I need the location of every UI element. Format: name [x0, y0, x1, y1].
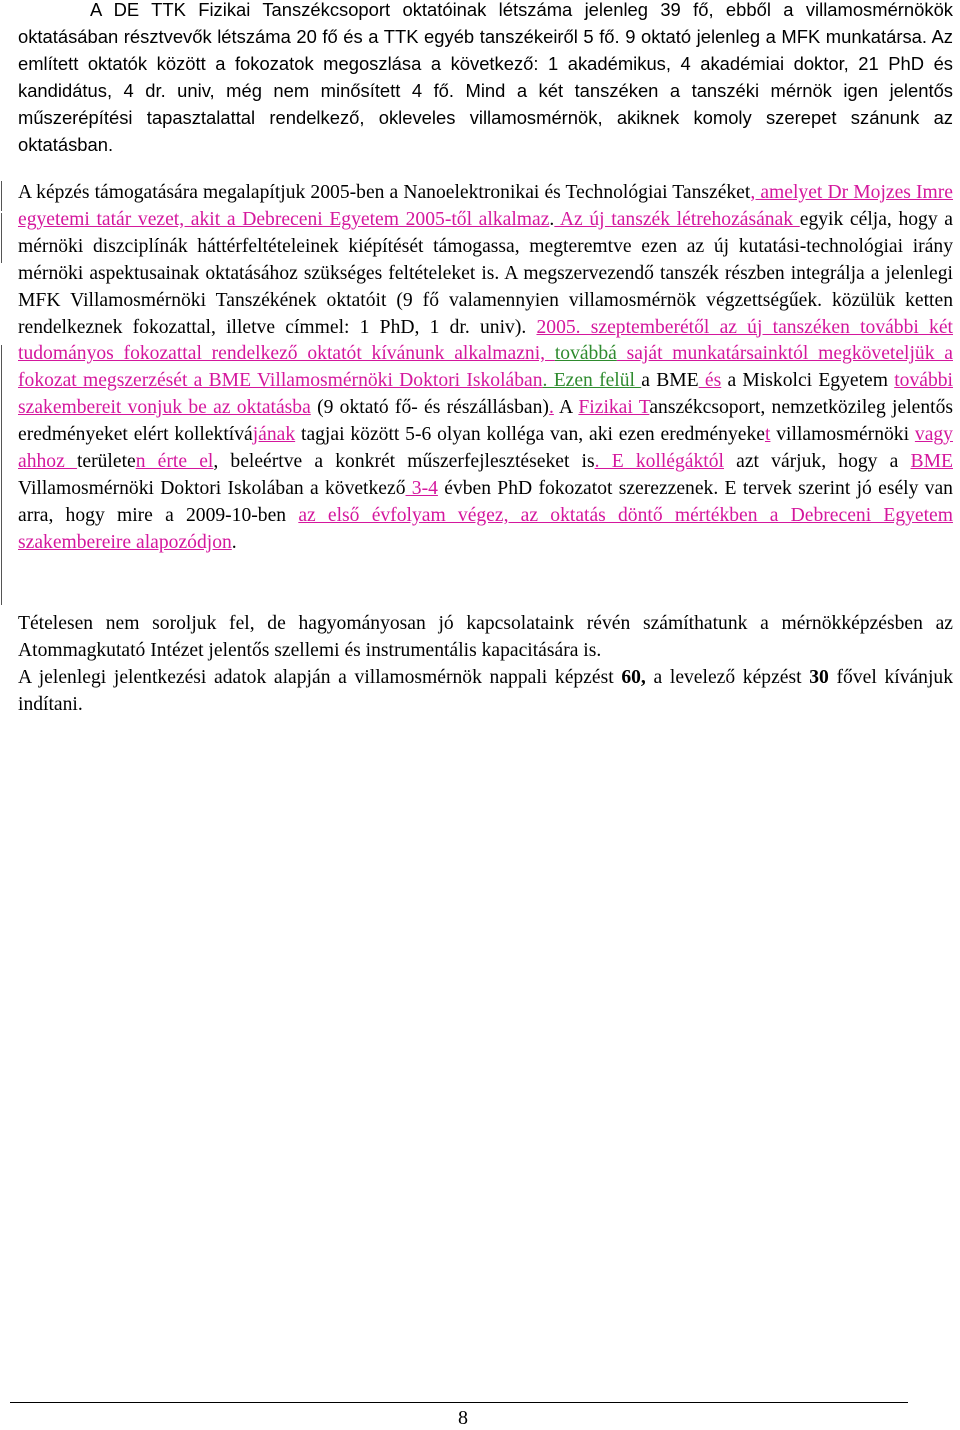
tracked-insertion: Az új tanszék létrehozásának — [554, 208, 800, 230]
change-bar — [1, 181, 2, 211]
tracked-insertion: Fizikai T — [578, 397, 650, 419]
paragraph-atomki: Tételesen nem soroljuk fel, de hagyományosan jó kapcsolataink révén számíthatunk a mérnökképzésben az Atommagkutató Intézet jelentős szellemi és instrumentális kapacitására is. — [18, 613, 953, 661]
tracked-insertion: . E kollégáktól — [594, 451, 724, 473]
tracked-insertion: . — [548, 397, 554, 419]
tracked-insertion: t — [764, 424, 771, 446]
paragraph-staff-numbers — [18, 0, 953, 158]
tracked-insertion-green: . Ezen felül — [542, 370, 642, 392]
tracked-insertion: saját munkatársainktól megköveteljük a fokozat megszerzését a BME Villamosmérnöki Doktori Iskolában — [18, 343, 953, 392]
tracked-insertion: BME — [910, 451, 953, 473]
parttime-count: 30 — [809, 667, 829, 688]
paragraph-enrollment: A jelenlegi jelentkezési adatok alapján a villamosmérnök nappali képzést 60, a levelező képzést 30 fővel kívánjuk indítani. — [18, 667, 954, 715]
tracked-insertion: további szakembereit vonjuk be az oktatásba — [18, 370, 953, 419]
tracked-insertion: az első évfolyam végez, az oktatás döntő mértékben a Debreceni Egyetem szakembereire alapozódjon — [18, 504, 953, 553]
paragraph-new-department: A képzés támogatására megalapítjuk 2005-ben a Nanoelektronikai és Technológiai Tanszéket, amelyet Dr Mojzes Imre egyetemi tatár vezet, akit a Debreceni Egyetem 2005-től alkalmaz. Az új tanszék létrehozásának egyik célja, hogy a mérnöki diszciplínák háttérfeltételeinek kiépítését támogassa, megteremtve ezen az új kutatási-technológiai irány mérnöki aspektusainak oktatásához szükséges feltételeket is. A megszervezendő tanszék részben integrálja a jelenlegi MFK Villamosmérnöki Tanszékének oktatóit (9 fő valamennyien villamosmérnök végzettségűek. közülük ketten rendelkeznek fokozattal, illetve címmel: 1 PhD, 1 dr. univ). 2005. szeptemberétől az új tanszéken további két tudományos fokozattal rendelkező oktatót kívánunk alkalmazni, továbbá saját munkatársainktól megköveteljük a fokozat megszerzését a BME Villamosmérnöki Doktori Iskolában. Ezen felül a BME és a Miskolci Egyetem további szakembereit vonjuk be az oktatásba (9 oktató fő- és részállásban). A Fizikai Tanszékcsoport, nemzetközileg jelentős eredményeket elért kollektívájának tagjai között 5-6 olyan kolléga van, aki ezen eredményeket villamosmérnöki vagy ahhoz területen érte el, beleértve a konkrét műszerfejlesztéseket is. E kollégáktól azt várjuk, hogy a BME Villamosmérnöki Doktori Iskolában a következő 3-4 évben PhD fokozatot szerezzenek. E tervek szerint jó esély van arra, hogy mire a 2009-10-ben az első évfolyam végez, az oktatás döntő mértékben a Debreceni Egyetem szakembereire alapozódjon. — [18, 182, 954, 553]
tracked-insertion: vagy ahhoz — [18, 424, 953, 473]
tracked-insertion: , amelyet Dr Mojzes Imre egyetemi tatár vezet, akit a Debreceni Egyetem 2005-től alkalmaz — [18, 182, 953, 230]
paragraph-staff-numbers-text: A DE TTK Fizikai Tanszékcsoport oktatóinak létszáma jelenleg 39 fő, ebből a villamosmérnökök oktatásában résztvevők létszáma 20 fő és a TTK egyéb tanszékeiről 5 fő. 9 oktató jelenleg a MFK munkatársa. Az említett oktatók között a fokozatok megoszlása a következő: 1 akadémikus, 4 akadémiai doktor, 21 PhD és kandidátus, 4 dr. univ, még nem minősített 4 fő. Mind a két tanszéken a tanszéki mérnök igen jelentős műszerépítési tapasztalattal rendelkező, okleveles villamosmérnök, akiknek komoly szerepet szánunk az oktatásban. — [18, 0, 953, 155]
tracked-insertion-green: továbbá — [554, 343, 617, 365]
page-number: 8 — [458, 1407, 468, 1429]
tracked-insertion: jának — [252, 424, 296, 446]
tracked-insertion: n érte el — [135, 451, 214, 473]
change-bar — [1, 345, 2, 605]
change-bar — [1, 213, 2, 263]
tracked-insertion: és — [698, 370, 722, 392]
tracked-insertion: 2005. szeptemberétől az új tanszéken további két tudományos fokozattal rendelkező oktatót kívánunk alkalmazni, — [18, 316, 953, 365]
fulltime-count: 60, — [621, 667, 646, 688]
footer-divider — [10, 1402, 908, 1403]
tracked-insertion: 3-4 — [405, 477, 438, 499]
